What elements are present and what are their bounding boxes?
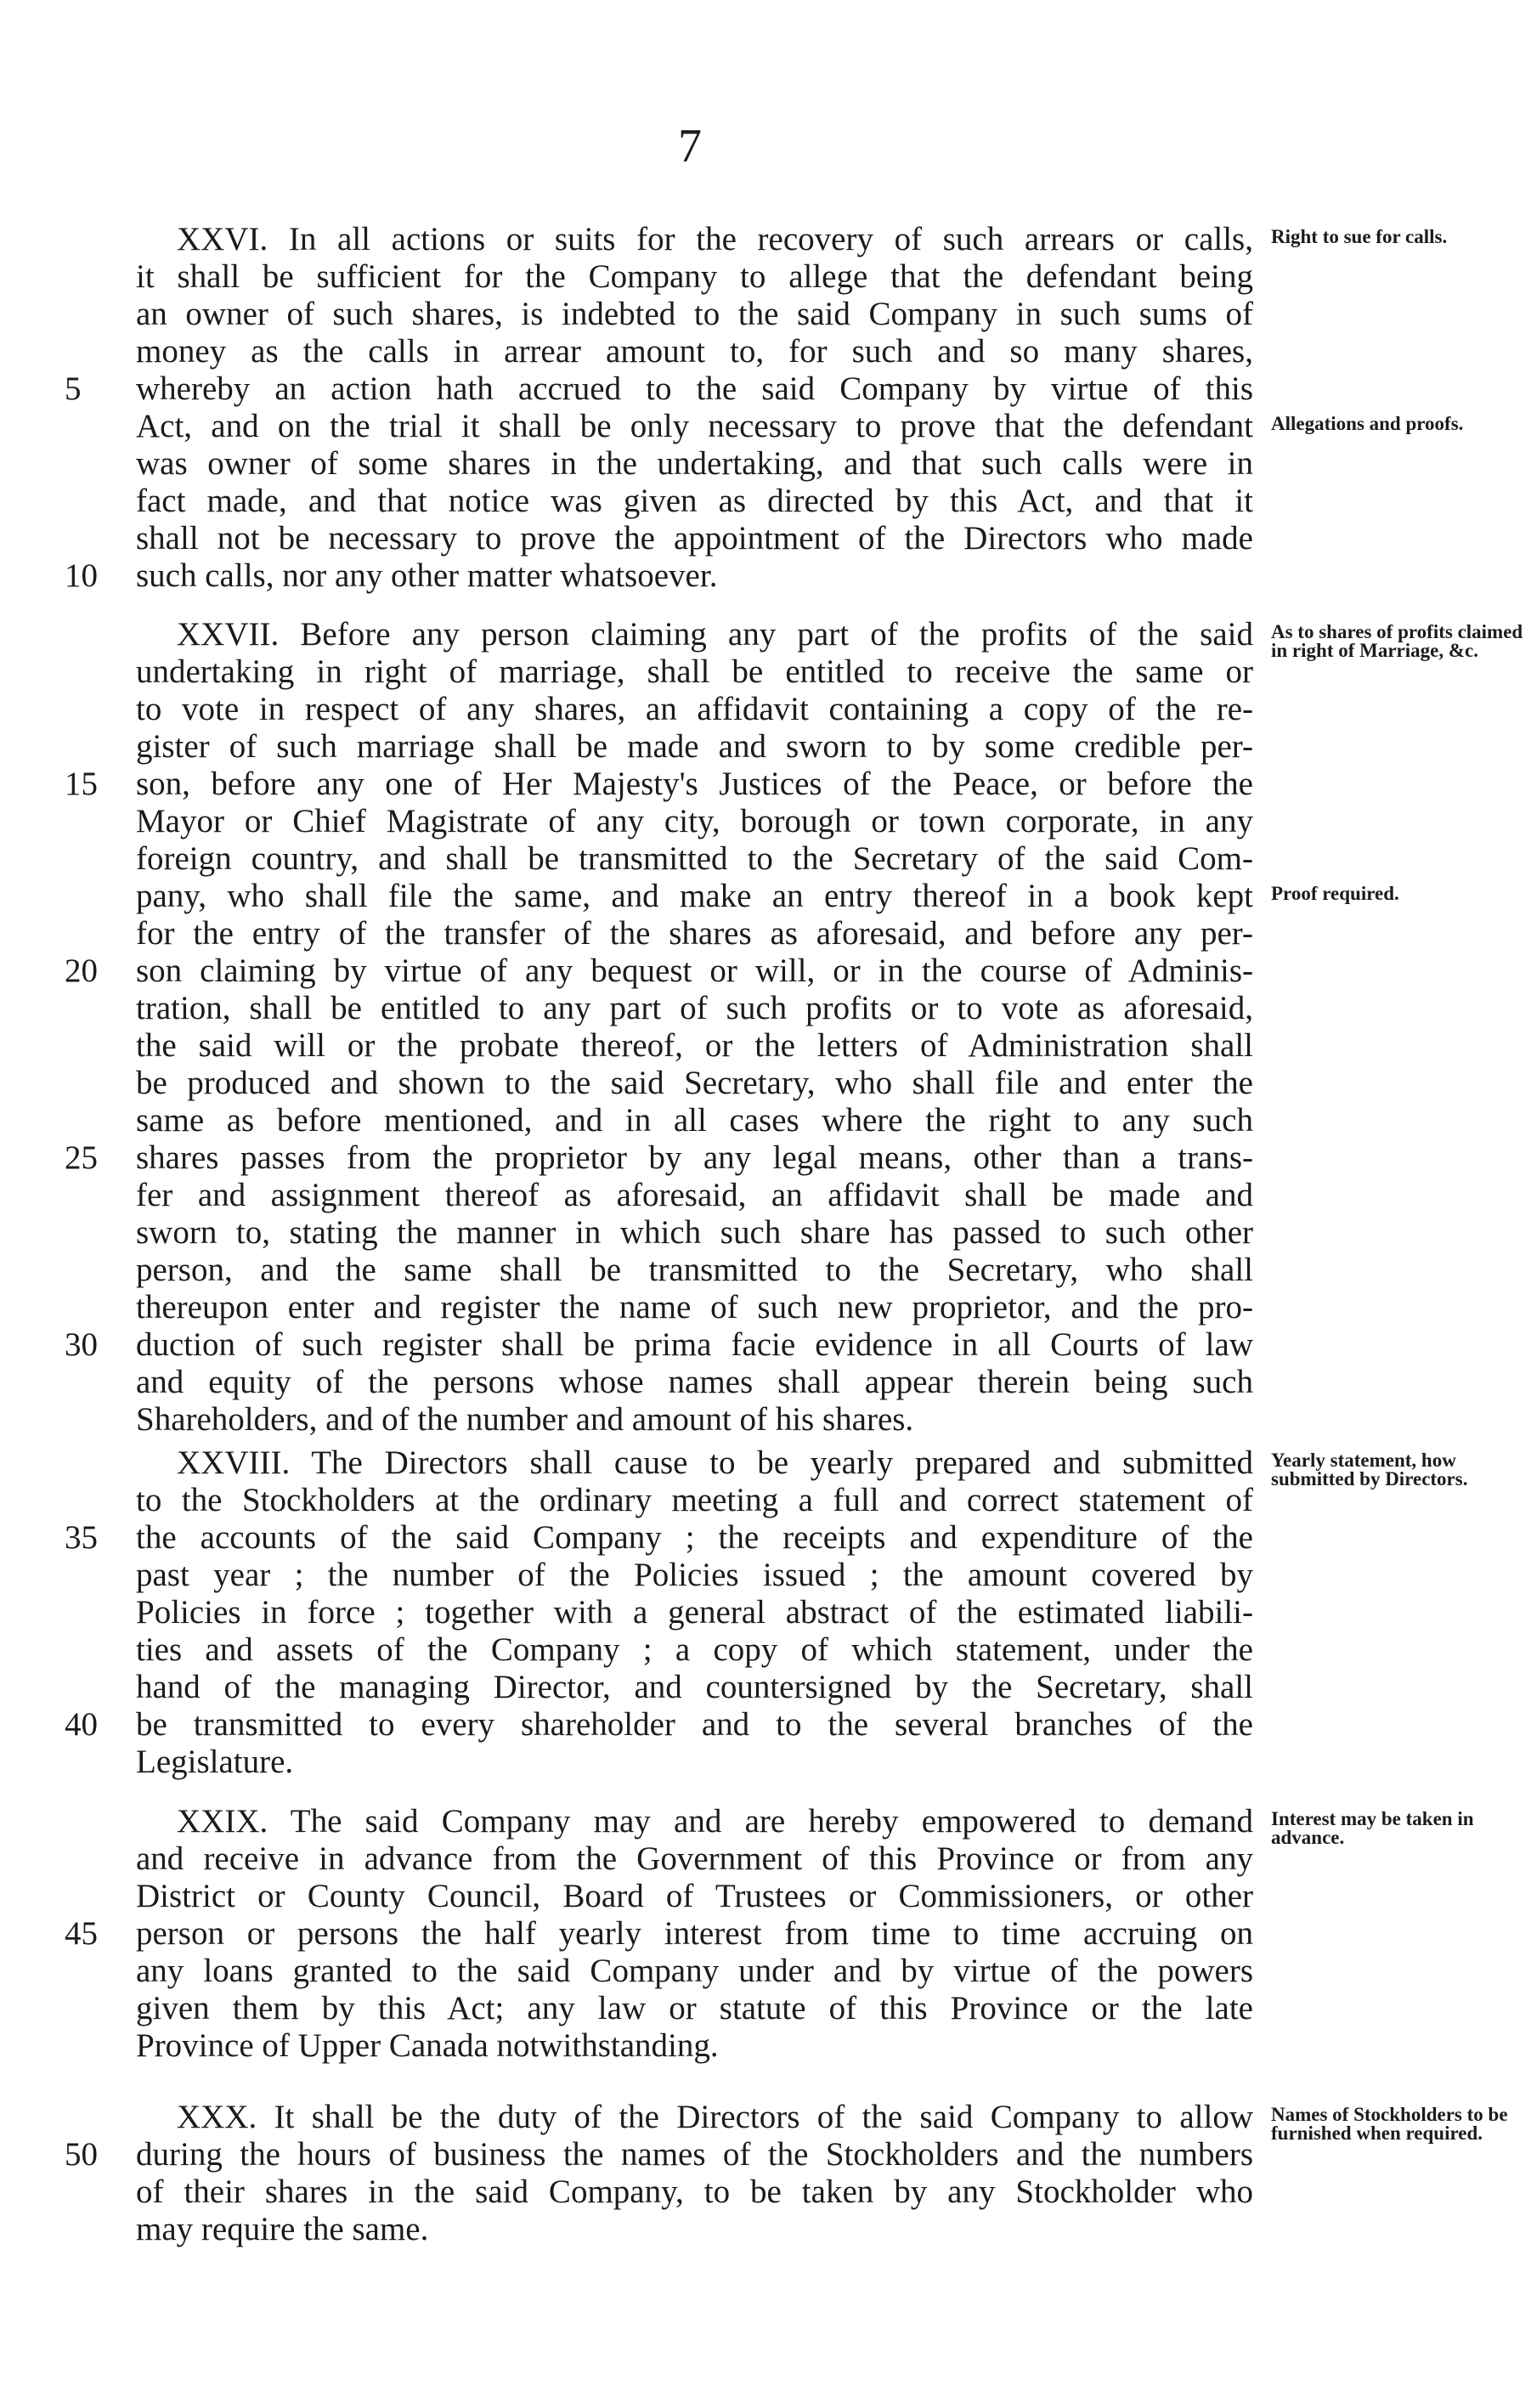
body-text-line: duction of such register shall be prima facie evidence in all Courts of law [136, 1326, 1253, 1363]
body-text-line: gister of such marriage shall be made and sworn to by some credible per- [136, 728, 1253, 765]
body-text-line: and receive in advance from the Government of this Province or from any [136, 1840, 1253, 1877]
body-text-line: thereupon enter and register the name of such new proprietor, and the pro- [136, 1289, 1253, 1326]
body-text-line: District or County Council, Board of Trustees or Commissioners, or other [136, 1878, 1253, 1914]
body-text-line: pany, who shall file the same, and make an entry thereof in a book kept [136, 878, 1253, 914]
body-text-line: shall not be necessary to prove the appointment of the Directors who made [136, 520, 1253, 557]
body-text-line: was owner of some shares in the undertaking, and that such calls were in [136, 445, 1253, 482]
body-text-line: whereby an action hath accrued to the said Company by virtue of this [136, 370, 1253, 407]
line-number: 30 [65, 1326, 98, 1363]
line-number: 10 [65, 557, 98, 594]
body-text-line: Policies in force ; together with a general abstract of the estimated liabili- [136, 1594, 1253, 1631]
margin-note: Interest may be taken in advance. [1271, 1808, 1474, 1848]
line-number: 20 [65, 952, 98, 989]
body-text-line: son claiming by virtue of any bequest or will, or in the course of Adminis- [136, 952, 1253, 989]
body-text-line: be produced and shown to the said Secretary, who shall file and enter the [136, 1065, 1253, 1101]
body-text-line: past year ; the number of the Policies issued ; the amount covered by [136, 1557, 1253, 1593]
body-text-line: an owner of such shares, is indebted to the said Company in such sums of [136, 296, 1253, 332]
body-text-line: person or persons the half yearly interest from time to time accruing on [136, 1915, 1253, 1952]
line-number: 5 [65, 370, 82, 407]
body-text-line: XXVI. In all actions or suits for the recovery of such arrears or calls, [177, 221, 1253, 257]
body-text-line: person, and the same shall be transmitted to the Secretary, who shall [136, 1252, 1253, 1288]
body-text-line: sworn to, stating the manner in which such share has passed to such other [136, 1214, 1253, 1251]
body-text-line: any loans granted to the said Company under and by virtue of the powers [136, 1953, 1253, 1989]
body-text-line: to the Stockholders at the ordinary meeting a full and correct statement of [136, 1482, 1253, 1518]
body-text-line: Mayor or Chief Magistrate of any city, borough or town corporate, in any [136, 803, 1253, 839]
body-text-line: Legislature. [136, 1744, 294, 1780]
body-text-line: XXVIII. The Directors shall cause to be yearly prepared and submitted [177, 1444, 1253, 1481]
body-text-line: during the hours of business the names of the Stockholders and the numbers [136, 2136, 1253, 2173]
margin-note: Yearly statement, how submitted by Directors. [1271, 1450, 1468, 1489]
line-number: 35 [65, 1519, 98, 1556]
body-text-line: ties and assets of the Company ; a copy of which statement, under the [136, 1631, 1253, 1668]
body-text-line: Province of Upper Canada notwithstanding. [136, 2027, 719, 2064]
body-text-line: foreign country, and shall be transmitted to the Secretary of the said Com- [136, 840, 1253, 877]
margin-note: Proof required. [1271, 883, 1399, 904]
margin-note: As to shares of profits claimed in right of Marriage, &c. [1271, 621, 1523, 661]
body-text-line: such calls, nor any other matter whatsoever. [136, 557, 718, 594]
body-text-line: XXX. It shall be the duty of the Directors of the said Company to allow [177, 2099, 1253, 2135]
line-number: 15 [65, 766, 98, 802]
line-number: 45 [65, 1915, 98, 1952]
body-text-line: the said will or the probate thereof, or the letters of Administration shall [136, 1027, 1253, 1064]
body-text-line: Shareholders, and of the number and amount of his shares. [136, 1401, 914, 1438]
body-text-line: be transmitted to every shareholder and to the several branches of the [136, 1706, 1253, 1743]
body-text-line: undertaking in right of marriage, shall be entitled to receive the same or [136, 653, 1253, 690]
body-text-line: fer and assignment thereof as aforesaid, an affidavit shall be made and [136, 1177, 1253, 1213]
body-text-line: it shall be sufficient for the Company to allege that the defendant being [136, 258, 1253, 295]
body-text-line: Act, and on the trial it shall be only necessary to prove that the defendant [136, 408, 1253, 444]
margin-note: Allegations and proofs. [1271, 413, 1464, 434]
body-text-line: hand of the managing Director, and countersigned by the Secretary, shall [136, 1669, 1253, 1705]
page-number: 7 [678, 120, 702, 172]
body-text-line: given them by this Act; any law or statute of this Province or the late [136, 1990, 1253, 2026]
line-number: 25 [65, 1139, 98, 1176]
line-number: 40 [65, 1706, 98, 1743]
line-number: 50 [65, 2136, 98, 2173]
body-text-line: XXVII. Before any person claiming any part of the profits of the said [177, 616, 1253, 653]
margin-note: Names of Stockholders to be furnished when required. [1271, 2104, 1508, 2144]
body-text-line: tration, shall be entitled to any part of such profits or to vote as aforesaid, [136, 990, 1253, 1026]
body-text-line: the accounts of the said Company ; the receipts and expenditure of the [136, 1519, 1253, 1556]
body-text-line: same as before mentioned, and in all cases where the right to any such [136, 1102, 1253, 1139]
margin-note: Right to sue for calls. [1271, 226, 1448, 247]
body-text-line: fact made, and that notice was given as directed by this Act, and that it [136, 483, 1253, 519]
body-text-line: and equity of the persons whose names shall appear therein being such [136, 1364, 1253, 1400]
body-text-line: may require the same. [136, 2211, 429, 2247]
body-text-line: for the entry of the transfer of the shares as aforesaid, and before any per- [136, 915, 1253, 952]
body-text-line: of their shares in the said Company, to be taken by any Stockholder who [136, 2173, 1253, 2210]
body-text-line: son, before any one of Her Majesty's Justices of the Peace, or before the [136, 766, 1253, 802]
body-text-line: shares passes from the proprietor by any legal means, other than a trans- [136, 1139, 1253, 1176]
body-text-line: money as the calls in arrear amount to, for such and so many shares, [136, 333, 1253, 370]
body-text-line: to vote in respect of any shares, an affidavit containing a copy of the re- [136, 691, 1253, 727]
body-text-line: XXIX. The said Company may and are hereby empowered to demand [177, 1803, 1253, 1840]
